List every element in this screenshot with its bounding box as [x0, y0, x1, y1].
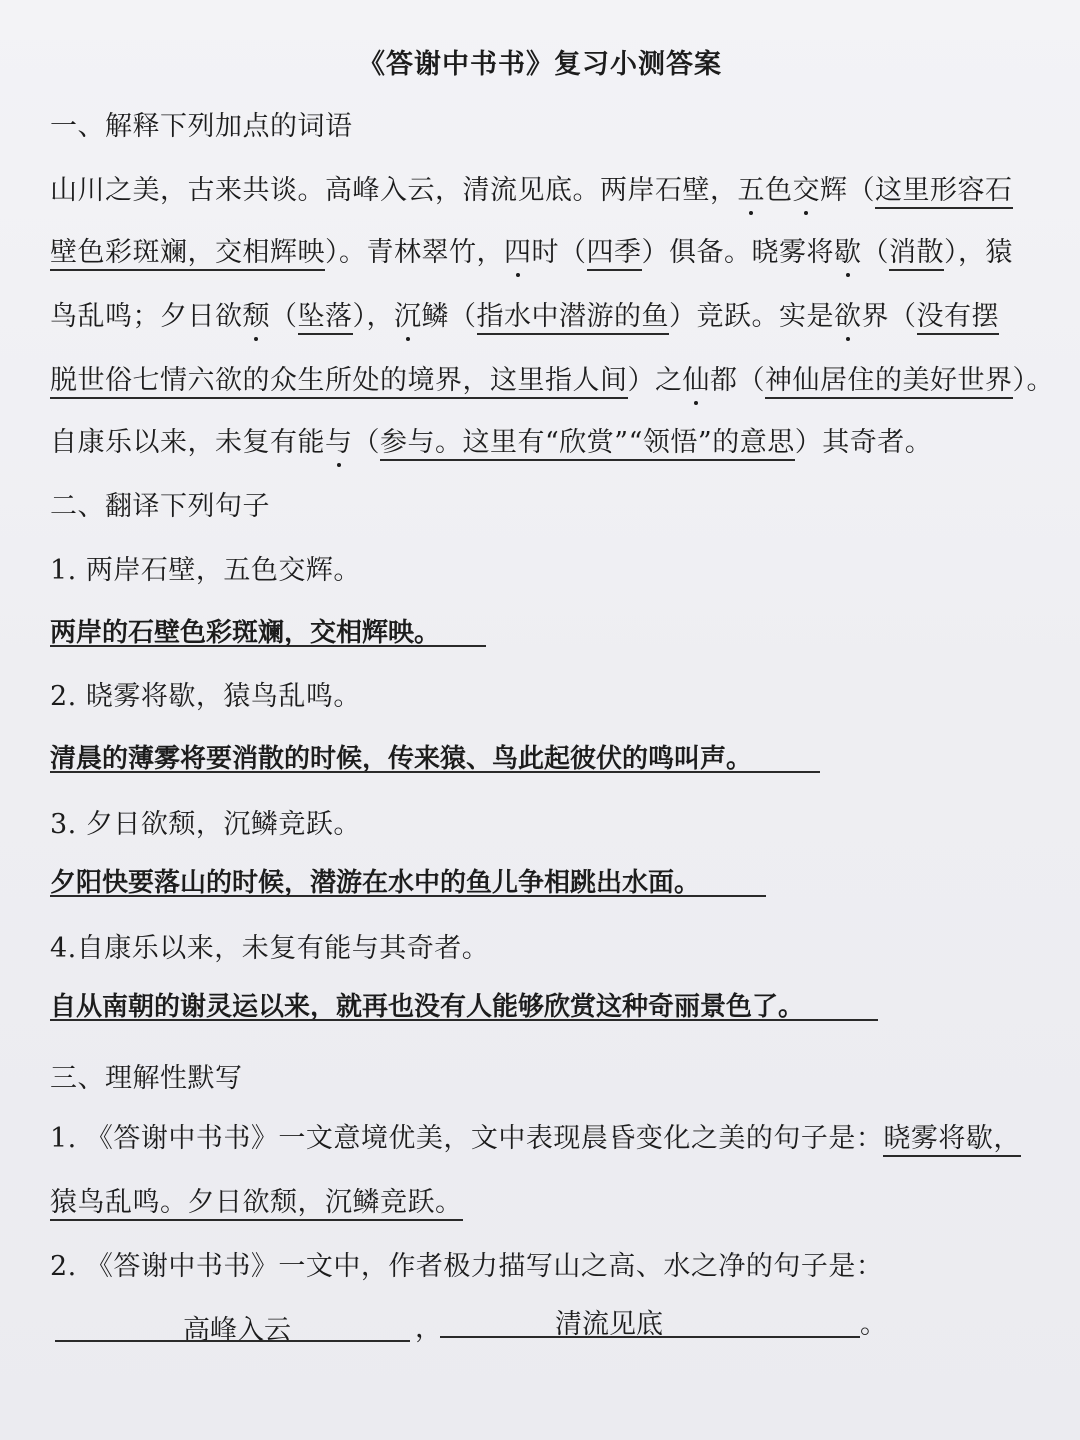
answer-underlined: 四季	[587, 237, 642, 271]
answer-underline	[50, 895, 766, 897]
dotted-char: 交	[793, 168, 821, 207]
page-title: 《答谢中书书》复习小测答案	[358, 49, 722, 80]
blank-line-2	[440, 1336, 860, 1338]
text: 都	[710, 365, 738, 396]
answer-underline	[50, 771, 820, 773]
separator: ，	[415, 1313, 442, 1344]
translate-answer-4: 自从南朝的谢灵运以来，就再也没有人能够欣赏这种奇丽景色了。	[50, 992, 805, 1022]
dotted-char: 四	[504, 230, 532, 269]
text: 鸟乱鸣；夕日欲	[50, 301, 243, 332]
translate-answer-3: 夕阳快要落山的时候，潜游在水中的鱼儿争相跳出水面。	[50, 868, 701, 898]
translate-answer-2: 清晨的薄雾将要消散的时候，传来猿、鸟此起彼伏的鸣叫声。	[50, 744, 753, 774]
text: （	[559, 237, 587, 268]
text: （	[352, 427, 380, 458]
text: 界	[861, 301, 889, 332]
dotted-char: 仙	[683, 358, 711, 397]
dotted-char: 五	[738, 168, 766, 207]
translate-question-3: 3. 夕日欲颓，沉鳞竞跃。	[50, 809, 361, 840]
answer-underlined: 脱世俗七情六欲的众生所处的境界，这里指人间	[50, 365, 628, 399]
text: （	[270, 301, 298, 332]
answer-underlined: 神仙居住的美好世界	[765, 365, 1013, 399]
translate-answer-1: 两岸的石壁色彩斑斓，交相辉映。	[50, 618, 441, 648]
section3-heading: 三、理解性默写	[50, 1063, 243, 1094]
dotted-char: 欲	[834, 294, 862, 333]
section1-line-2	[50, 230, 1013, 269]
section1-line-4	[50, 358, 1054, 397]
text: 1. 《答谢中书书》一文意境优美，文中表现晨昏变化之美的句子是：	[50, 1123, 884, 1154]
text: 山川之美，古来共谈。高峰入云，清流见底。两岸石壁，	[50, 175, 738, 206]
answer-underlined: 猿鸟乱鸣。夕日欲颓，沉鳞竞跃。	[50, 1187, 463, 1221]
text: 色	[765, 175, 793, 206]
text: （	[889, 301, 917, 332]
recite-question-2: 2. 《答谢中书书》一文中，作者极力描写山之高、水之净的句子是：	[50, 1251, 884, 1282]
text: 自康乐以来，未复有能	[50, 427, 325, 458]
dotted-char: 沉	[394, 294, 422, 333]
answer-underlined: 壁色彩斑斓，交相辉映	[50, 237, 325, 271]
text: 鳞	[421, 301, 449, 332]
text: ）。	[1012, 365, 1054, 396]
text: ），猿	[944, 237, 1013, 268]
section1-line-1	[50, 168, 1013, 207]
end-mark: 。	[860, 1309, 887, 1340]
blank-answer-1: 高峰入云	[183, 1315, 291, 1346]
text: ）竞跃。实是	[669, 301, 834, 332]
text: （	[737, 365, 765, 396]
translate-question-2: 2. 晓雾将歇，猿鸟乱鸣。	[50, 681, 361, 712]
blank-answer-2: 清流见底	[555, 1309, 663, 1340]
answer-underlined: 晓雾将歇，	[883, 1123, 1021, 1157]
text: 辉	[820, 175, 848, 206]
translate-question-1: 1. 两岸石壁，五色交辉。	[50, 555, 361, 586]
answer-underline	[50, 645, 486, 647]
answer-underlined: 没有摆	[917, 301, 1000, 335]
text: ），	[352, 301, 394, 332]
text: ）俱备。晓雾将	[641, 237, 834, 268]
text: （	[449, 301, 477, 332]
recite-answer-1	[50, 1180, 463, 1219]
section1-heading: 一、解释下列加点的词语	[50, 111, 353, 142]
section1-line-3	[50, 294, 999, 333]
answer-underlined: 指水中潜游的鱼	[477, 301, 670, 335]
answer-underlined: 坠落	[298, 301, 353, 335]
text: ）。青林翠竹，	[325, 237, 504, 268]
text: ）之	[627, 365, 683, 396]
answer-underlined: 这里形容石	[875, 175, 1013, 209]
dotted-char: 颓	[243, 294, 271, 333]
dotted-char: 与	[325, 420, 353, 459]
dotted-char: 歇	[834, 230, 862, 269]
answer-underline	[50, 1019, 878, 1021]
text: （	[847, 175, 875, 206]
text: （	[861, 237, 889, 268]
translate-question-4: 4.自康乐以来，未复有能与其奇者。	[50, 933, 490, 964]
answer-underlined: 参与。这里有“欣赏”“领悟”的意思	[380, 427, 795, 461]
section1-line-5	[50, 420, 932, 459]
section2-heading: 二、翻译下列句子	[50, 491, 270, 522]
text: 时	[531, 237, 559, 268]
recite-question-1	[50, 1116, 1021, 1155]
text: ）其奇者。	[794, 427, 933, 458]
blank-line-1	[55, 1340, 410, 1342]
answer-underlined: 消散	[889, 237, 944, 271]
